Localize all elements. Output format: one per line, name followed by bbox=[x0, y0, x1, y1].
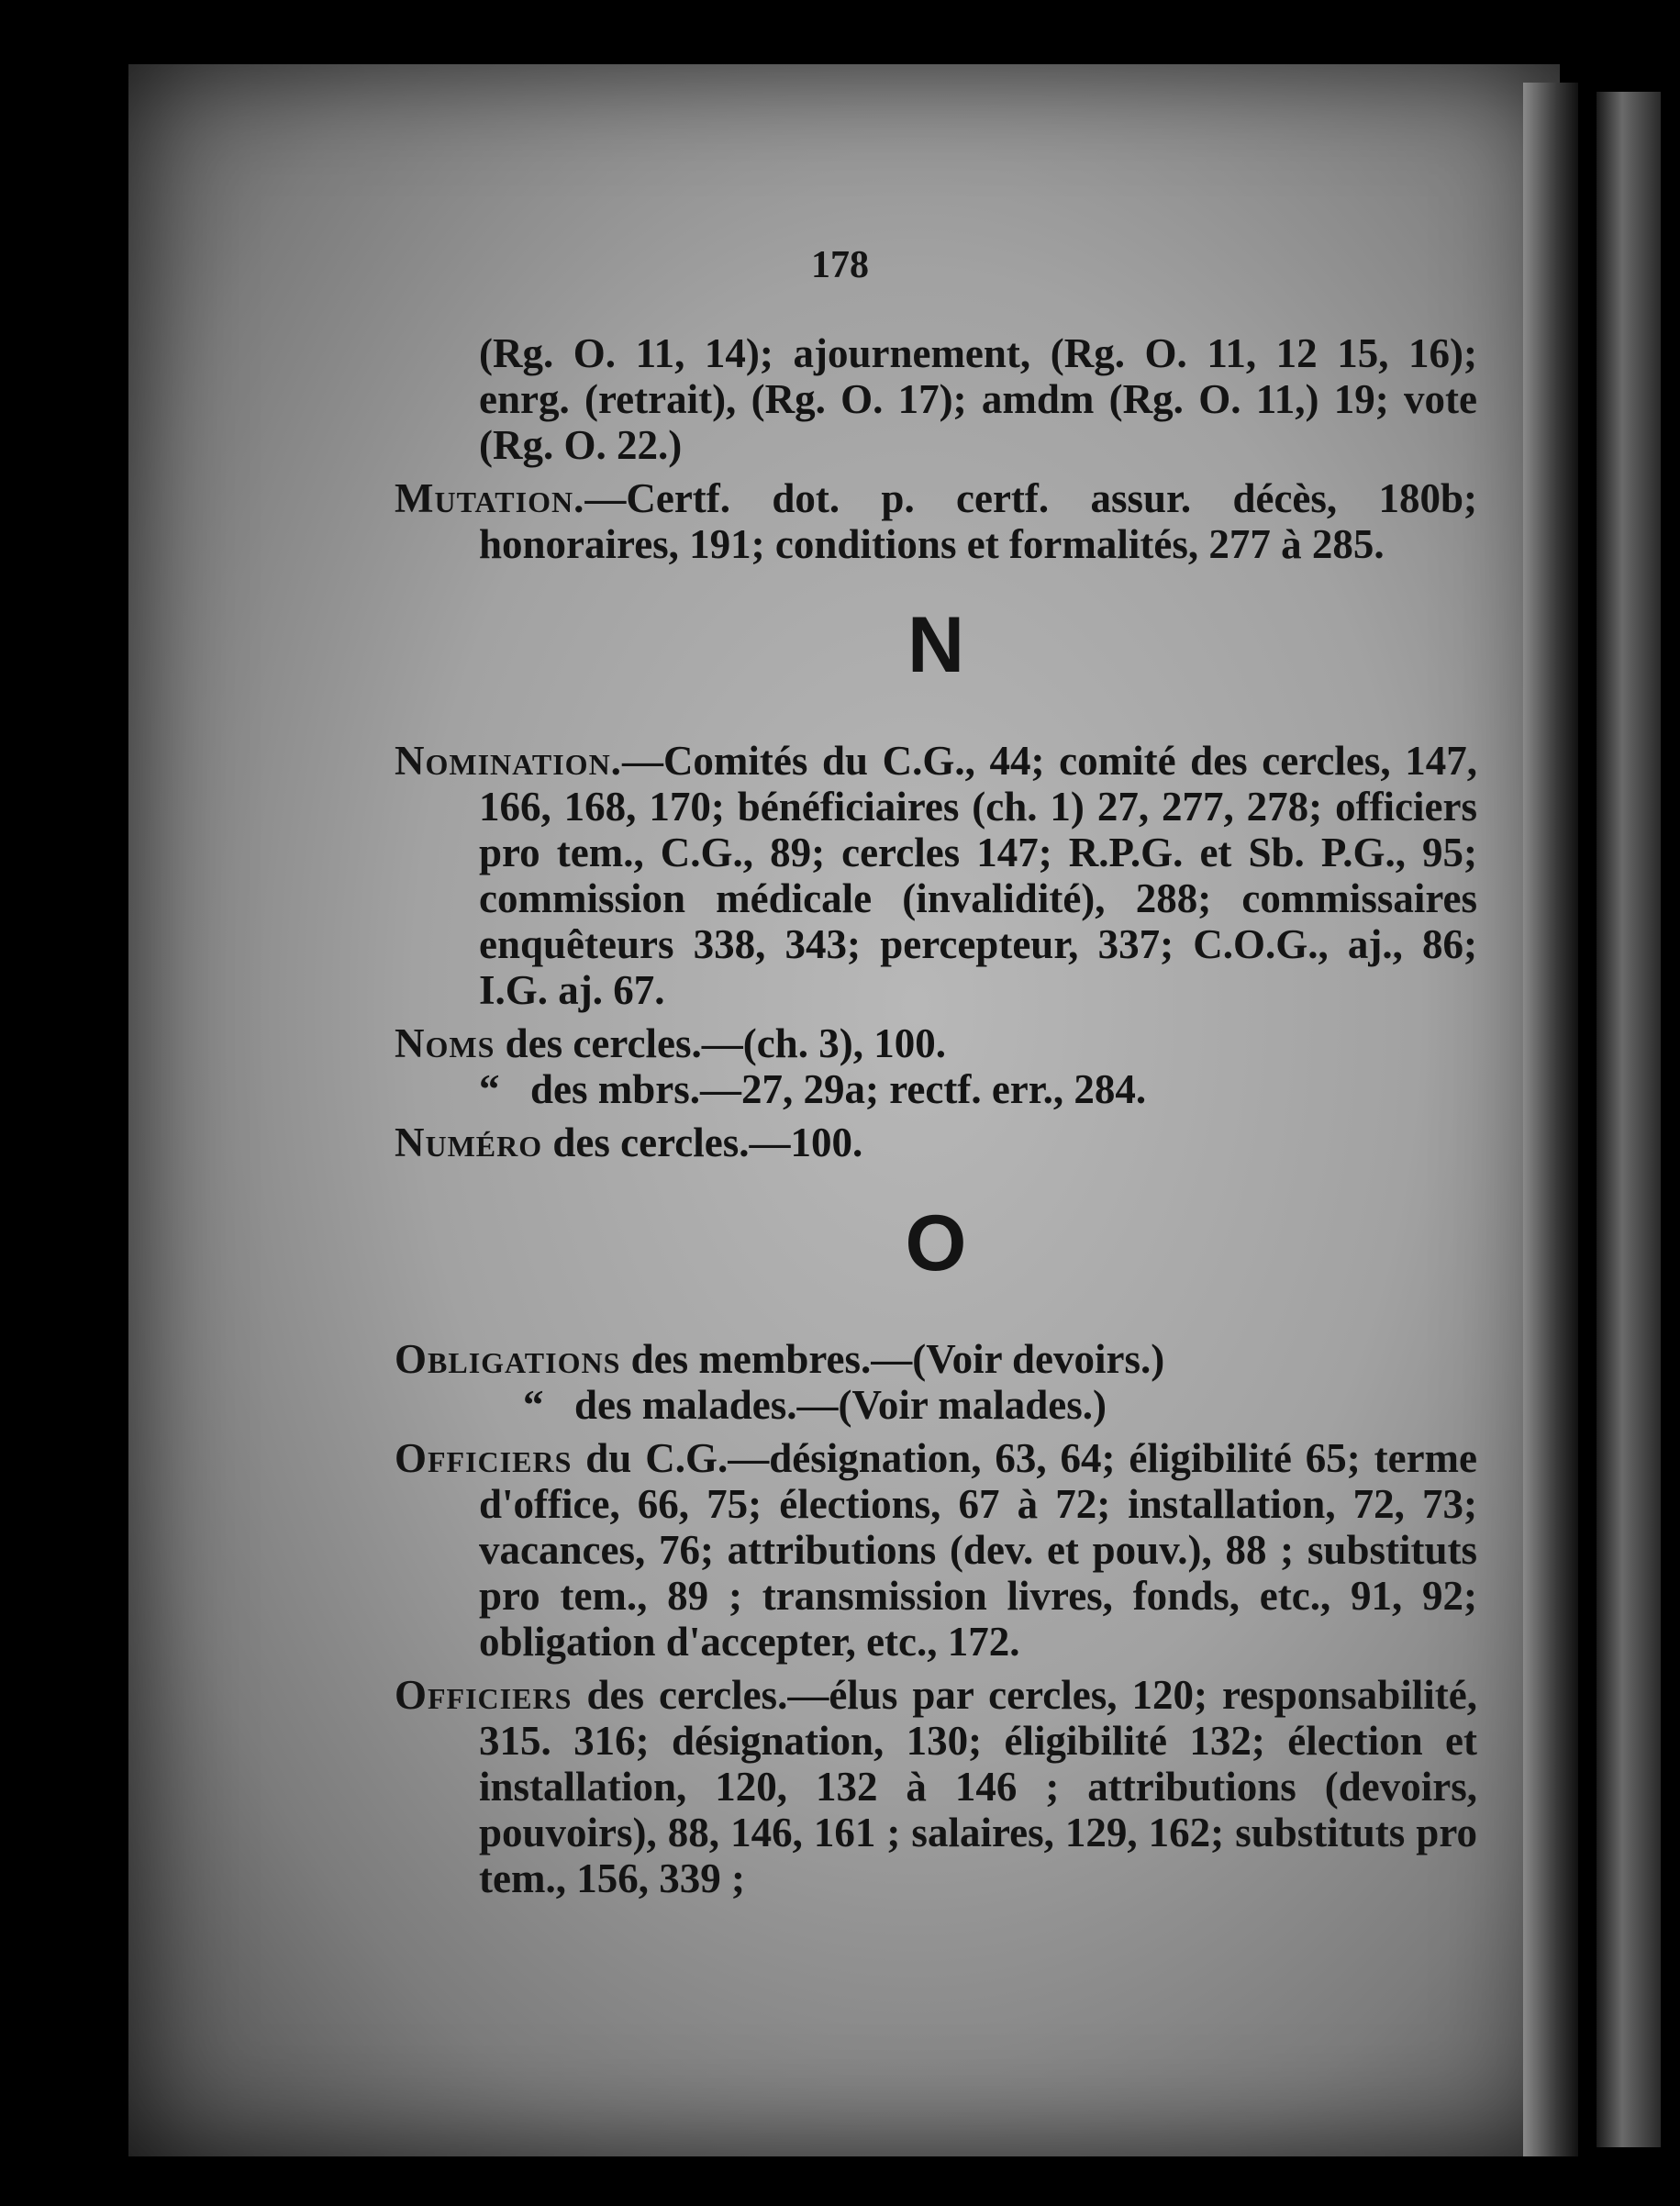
index-entry-nomination bbox=[395, 738, 1477, 1013]
page-number: 178 bbox=[811, 244, 869, 286]
index-entry-officiers-cercles bbox=[395, 1672, 1477, 1901]
continued-entry: (Rg. O. 11, 14); ajournement, (Rg. O. 11, 12 15, 16); enrg. (retrait), (Rg. O. 17); amdm (Rg. O. 11,) 19; vote (Rg. O. 22.) bbox=[479, 330, 1477, 468]
entry-body: des malades.—(Voir malades.) bbox=[574, 1382, 1107, 1428]
index-entry-officiers-cg bbox=[395, 1435, 1477, 1665]
ditto-mark: “ bbox=[479, 1066, 500, 1112]
entry-body: des cercles.—(ch. 3), 100. bbox=[505, 1020, 946, 1066]
entry-body: des mbrs.—27, 29a; rectf. err., 284. bbox=[530, 1066, 1147, 1112]
index-subentry-obligations bbox=[395, 1382, 1477, 1428]
index-entry-noms bbox=[395, 1020, 1477, 1066]
entry-body: —Comités du C.G., 44; comité des cercles, 147, 166, 168, 170; bénéficiaires (ch. 1) 27, 277, 278; officiers pro tem., C.G., 89; cercles 147; R.P.G. et Sb. P.G., 95; commission médicale (invalidité), 288; commissaires enquêteurs 338, 343; percepteur, 337; C.O.G., aj., 86; I.G. aj. 67. bbox=[479, 738, 1477, 1013]
entry-body: du C.G.—désignation, 63, 64; éligibilité 65; terme d'office, 66, 75; élections, 67 à 72; installation, 72, 73; vacances, 76; attributions (dev. et pouv.), 88 ; substituts pro tem., 89 ; transmission livres, fonds, etc., 91, 92; obligation d'accepter, etc., 172. bbox=[479, 1435, 1477, 1665]
entry-heading: Mutation. bbox=[395, 475, 585, 521]
section-letter-n: N bbox=[907, 601, 965, 689]
entry-heading: Noms bbox=[395, 1020, 495, 1066]
page-gutter bbox=[1523, 83, 1578, 2156]
entry-heading: Officiers bbox=[395, 1672, 573, 1718]
entry-heading: Numéro bbox=[395, 1120, 543, 1165]
section-letter-o: O bbox=[905, 1199, 967, 1287]
entry-heading: Nomination. bbox=[395, 738, 622, 784]
next-page-edge bbox=[1597, 92, 1661, 2147]
entry-heading: Officiers bbox=[395, 1435, 573, 1481]
entry-heading: Obligations bbox=[395, 1336, 621, 1382]
entry-body: des membres.—(Voir devoirs.) bbox=[630, 1336, 1165, 1382]
entry-body: —Certf. dot. p. certf. assur. décès, 180b; honoraires, 191; conditions et formalités, 277 à 285. bbox=[479, 475, 1477, 567]
entry-body: des cercles.—élus par cercles, 120; responsabilité, 315. 316; désignation, 130; éligibilité 132; élection et installation, 120, 132 à 146 ; attributions (devoirs, pouvoirs), 88, 146, 161 ; salaires, 129, 162; substituts pro tem., 156, 339 ; bbox=[479, 1672, 1477, 1901]
index-entry-mutation bbox=[395, 475, 1477, 567]
ditto-mark: “ bbox=[523, 1382, 544, 1428]
index-entry-numero bbox=[395, 1120, 1477, 1165]
index-text bbox=[395, 330, 1477, 1909]
index-entry-obligations bbox=[395, 1336, 1477, 1382]
index-subentry-noms bbox=[395, 1066, 1477, 1112]
entry-body: des cercles.—100. bbox=[552, 1120, 863, 1165]
